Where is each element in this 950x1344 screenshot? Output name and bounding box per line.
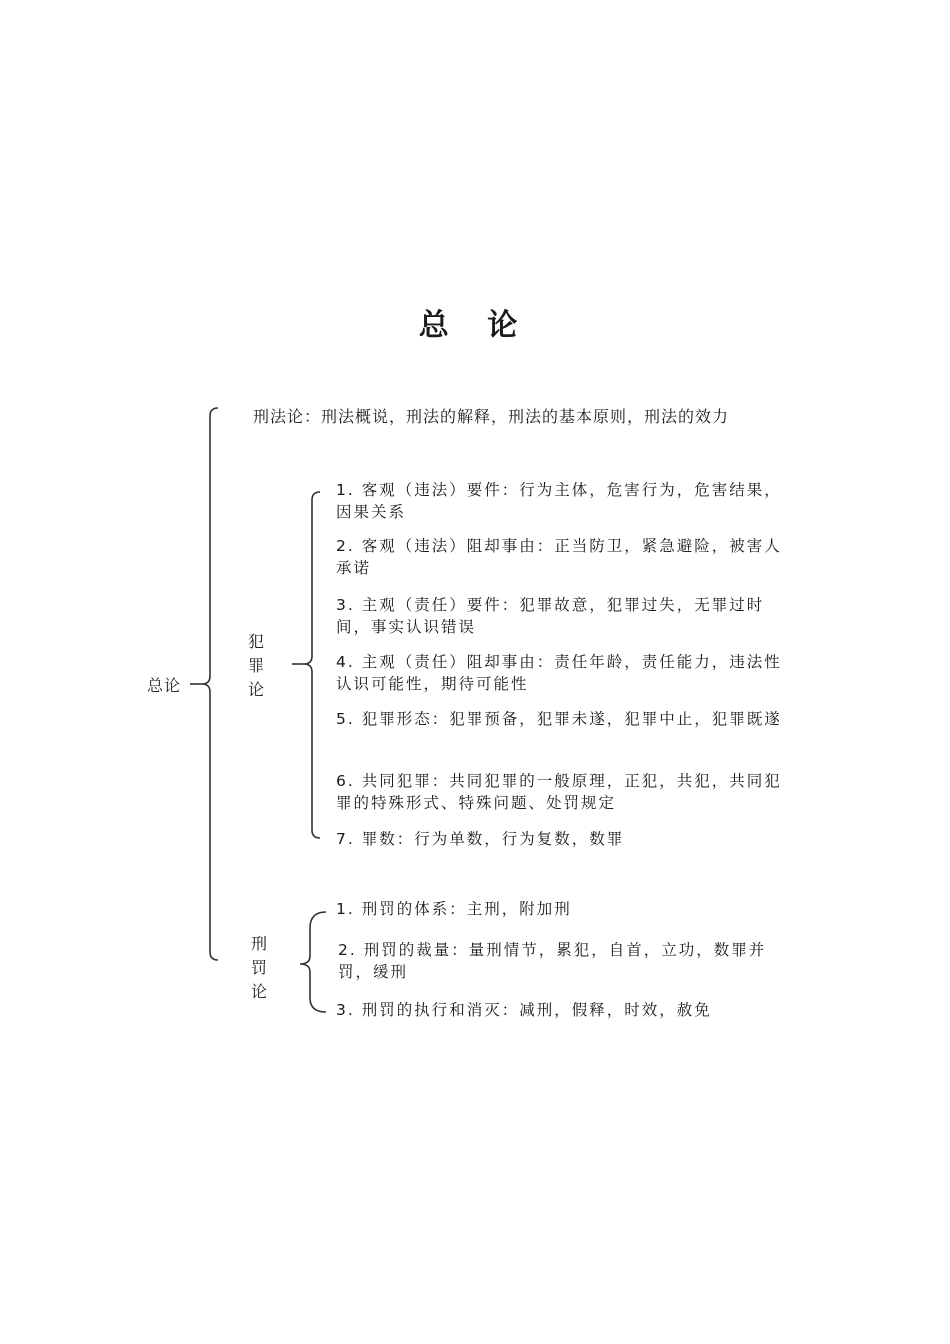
fanzuilun-label: 犯罪论 [247,632,264,699]
xingfalun2-item-1: 1. 刑罚的体系：主刑，附加刑 [336,900,572,918]
fanzuilun-item-3: 3. 主观（责任）要件：犯罪故意，犯罪过失，无罪过时间，事实认识错误 [336,596,765,636]
xingfalun-brace [300,912,326,1012]
fanzuilun-item-4: 4. 主观（责任）阻却事由：责任年龄，责任能力，违法性认识可能性，期待可能性 [336,653,782,693]
xingfalun-label: 刑法论：刑法概说，刑法的解释，刑法的基本原则，刑法的效力 [253,407,730,426]
xingfalun2-item-2: 2. 刑罚的裁量：量刑情节，累犯，自首，立功，数罪并罚，缓刑 [338,941,767,981]
fanzuilun-item-7: 7. 罪数：行为单数，行为复数，数罪 [336,830,625,848]
page-title: 总 论 [418,308,532,343]
fanzuilun-brace [304,492,320,838]
xingfalun2-label: 刑罚论 [250,934,267,1001]
main-brace [202,408,218,960]
fanzuilun-item-2: 2. 客观（违法）阻却事由：正当防卫，紧急避险，被害人承诺 [336,537,782,577]
fanzuilun-item-1: 1. 客观（违法）要件：行为主体，危害行为，危害结果，因果关系 [336,481,782,521]
root-label: 总论 [147,676,182,695]
xingfalun2-item-3: 3. 刑罚的执行和消灭：减刑，假释，时效，赦免 [336,1001,712,1019]
fanzuilun-item-6: 6. 共同犯罪：共同犯罪的一般原理，正犯，共犯，共同犯罪的特殊形式、特殊问题、处罚规定 [336,772,782,812]
fanzuilun-item-5: 5. 犯罪形态：犯罪预备，犯罪未遂，犯罪中止，犯罪既遂 [336,710,782,728]
